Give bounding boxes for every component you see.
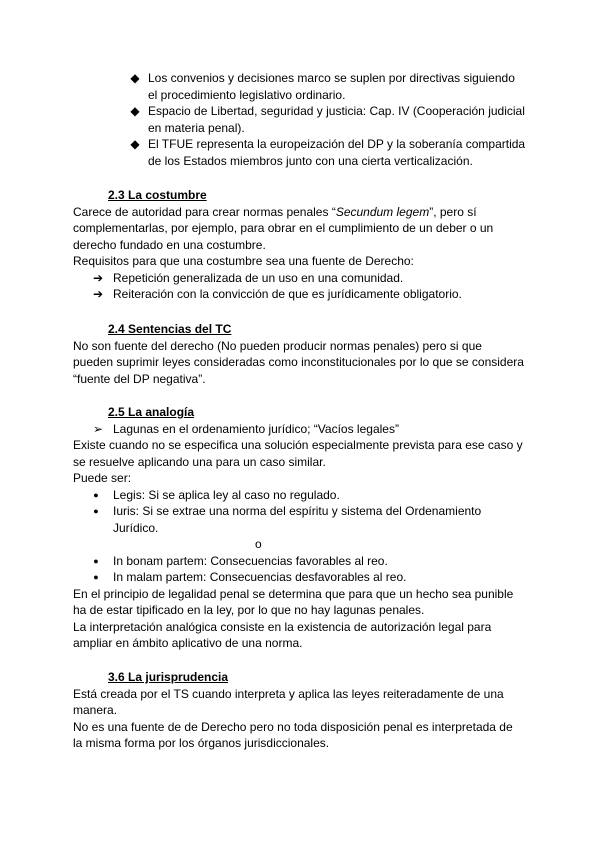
dot-bullet-icon: ● bbox=[93, 489, 99, 500]
paragraph-line: complementarlas, por ejemplo, para obrar en el cumplimiento de un deber o un bbox=[73, 221, 494, 235]
section-heading: 2.4 Sentencias del TC bbox=[108, 322, 232, 336]
arrow-bullet-icon: ➔ bbox=[92, 270, 104, 285]
paragraph-line: En el principio de legalidad penal se determina que para que un hecho sea punible bbox=[73, 586, 514, 601]
arrow-bullet-icon: ➔ bbox=[92, 287, 104, 301]
paragraph-line: Puede ser: bbox=[73, 471, 132, 485]
diamond-bullet-icon: ◆ bbox=[130, 104, 140, 118]
list-item bbox=[73, 70, 533, 103]
diamond-bullet-icon: ◆ bbox=[130, 137, 140, 151]
section-sentencias bbox=[73, 321, 533, 387]
list-item-text: In malam partem: Consecuencias desfavorables al reo. bbox=[113, 570, 407, 584]
paragraph-line: La interpretación analógica consiste en la existencia de autorización legal para bbox=[73, 619, 492, 634]
list-item-text: Iuris: Si se extrae una norma del espíritu y sistema del Ordenamiento bbox=[113, 504, 482, 518]
section-heading: 2.5 La analogía bbox=[108, 405, 195, 419]
list-item-text: Jurídico. bbox=[113, 520, 159, 535]
paragraph-line bbox=[73, 204, 533, 221]
paragraph-line: Está creada por el TS cuando interpreta y aplica las leyes reiteradamente de una bbox=[73, 686, 504, 701]
list-item-text: Lagunas en el ordenamiento jurídico; “Vacíos legales” bbox=[113, 421, 399, 436]
text-run: Carece de autoridad para crear normas penales “ bbox=[73, 204, 336, 219]
paragraph-line: No es una fuente de de Derecho pero no toda disposición penal es interpretada de bbox=[73, 719, 513, 734]
list-item bbox=[73, 136, 533, 169]
dot-bullet-icon: ● bbox=[93, 555, 99, 566]
list-item-text: el procedimiento legislativo ordinario. bbox=[148, 87, 346, 102]
paragraph-line: manera. bbox=[73, 703, 118, 717]
intro-list bbox=[73, 70, 533, 169]
list-item-text: de los Estados miembros junto con una cierta verticalización. bbox=[148, 153, 473, 168]
section-heading: 2.3 La costumbre bbox=[108, 188, 207, 202]
list-item bbox=[73, 553, 533, 570]
italic-term: Secundum legem bbox=[335, 204, 430, 219]
list-item-text: In bonam partem: Consecuencias favorables al reo. bbox=[113, 553, 388, 568]
dot-bullet-icon: ● bbox=[93, 506, 99, 516]
paragraph-line: Existe cuando no se especifica una solución especialmente prevista para ese caso y bbox=[73, 438, 523, 452]
list-item-text: Reiteración con la convicción de que es jurídicamente obligatorio. bbox=[113, 287, 462, 301]
list-item-text: en materia penal). bbox=[148, 120, 245, 135]
section-costumbre bbox=[73, 187, 533, 303]
list-item bbox=[73, 503, 533, 536]
paragraph-line: pueden suprimir leyes consideradas como inconstitucionales por lo que se considera bbox=[73, 355, 524, 369]
section-jurisprudencia bbox=[73, 669, 533, 752]
list-item-text: Repetición generalizada de un uso en una comunidad. bbox=[113, 270, 404, 285]
paragraph-line: No son fuente del derecho (No pueden producir normas penales) pero si que bbox=[73, 338, 482, 353]
paragraph-line: ha de estar tipificado en la ley, por lo que no hay lagunas penales. bbox=[73, 603, 425, 617]
paragraph-line: Requisitos para que una costumbre sea una fuente de Derecho: bbox=[73, 254, 414, 268]
list-item bbox=[73, 103, 533, 136]
list-item bbox=[73, 270, 533, 287]
paragraph-line: derecho fundado en una costumbre. bbox=[73, 237, 266, 252]
paragraph-line: “fuente del DP negativa”. bbox=[73, 371, 206, 386]
dot-bullet-icon: ● bbox=[93, 572, 99, 582]
paragraph-line: la misma forma por los órganos jurisdiccionales. bbox=[73, 736, 330, 750]
separator-o: o bbox=[255, 537, 262, 551]
list-item bbox=[73, 286, 533, 303]
list-item bbox=[73, 569, 533, 586]
list-item-text: El TFUE representa la europeización del DP y la soberanía compartida bbox=[148, 137, 526, 151]
list-item-text: Espacio de Libertad, seguridad y justicia: Cap. IV (Cooperación judicial bbox=[148, 104, 525, 118]
diamond-bullet-icon: ◆ bbox=[130, 71, 140, 85]
list-item-text: Legis: Si se aplica ley al caso no regulado. bbox=[113, 487, 340, 502]
list-item bbox=[73, 421, 533, 438]
paragraph-line: se resuelve aplicando una para un caso similar. bbox=[73, 454, 326, 469]
arrowhead-bullet-icon: ➢ bbox=[92, 421, 104, 436]
section-analogia bbox=[73, 404, 533, 652]
list-item-text: Los convenios y decisiones marco se suplen por directivas siguiendo bbox=[148, 71, 515, 85]
section-heading: 3.6 La jurisprudencia bbox=[108, 670, 229, 684]
text-run: ”, pero sí bbox=[429, 204, 477, 219]
list-item bbox=[73, 487, 533, 504]
paragraph-line: ampliar en ámbito aplicativo de una norma. bbox=[73, 636, 303, 650]
